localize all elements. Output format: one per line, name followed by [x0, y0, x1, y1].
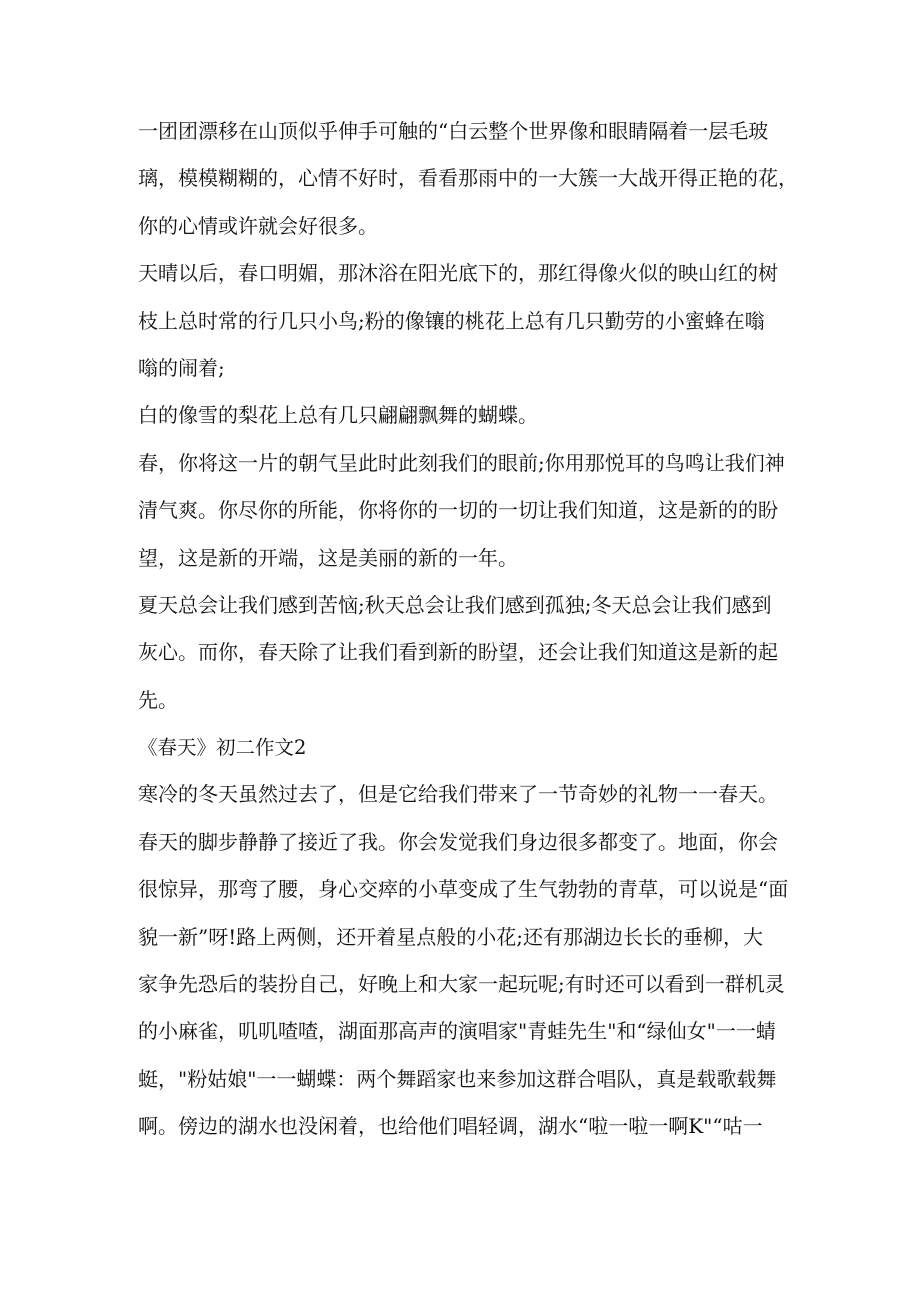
- section-heading: 《春天》初二作文2: [138, 736, 307, 760]
- text-line: 璃，模模糊糊的，心情不好时，看看那雨中的一大簇一大战开得正艳的花，: [138, 166, 798, 191]
- text-line: 啊。傍边的湖水也没闲着，也给他们唱轻调，湖水“啦一啦一啊K"“咕一: [138, 1114, 763, 1139]
- text-line: 的小麻雀，叽叽喳喳，湖面那高声的演唱家"青蛙先生"和“绿仙女"一一蜻: [138, 1019, 776, 1044]
- text-line: 白的像雪的梨花上总有几只翩翩飘舞的蝴蝶。: [138, 403, 538, 428]
- text-line: 嗡的闹着;: [138, 355, 225, 380]
- text-line: 春天的脚步静静了接近了我。你会发觉我们身边很多都变了。地面，你会: [138, 829, 778, 854]
- text-line: 寒冷的冬天虽然过去了，但是它给我们带来了一节奇妙的礼物一一春天。: [138, 782, 778, 807]
- text-line: 你的心情或许就会好很多。: [138, 213, 378, 238]
- text-line: 蜓，"粉姑娘"一一蝴蝶：两个舞蹈家也来参加这群合唱队，真是载歌载舞: [138, 1066, 777, 1091]
- text-line: 貌一新”呀!路上两侧，还开着星点般的小花;还有那湖边长长的垂柳，大: [138, 924, 763, 949]
- text-line: 望，这是新的开端，这是美丽的新的一年。: [138, 545, 518, 570]
- text-line: 清气爽。你尽你的所能，你将你的一切的一切让我们知道，这是新的的盼: [138, 498, 778, 523]
- text-line: 枝上总时常的行几只小鸟;粉的像镶的桃花上总有几只勤劳的小蜜蜂在嗡: [138, 308, 765, 333]
- text-line: 一团团漂移在山顶似乎伸手可触的“白云整个世界像和眼睛隔着一层毛玻: [138, 119, 769, 143]
- text-line: 很惊异，那弯了腰，身心交瘁的小草变成了生气勃勃的青草，可以说是“面: [138, 877, 789, 902]
- text-line: 家争先恐后的装扮自己，好晚上和大家一起玩呢;有时还可以看到一群机灵: [138, 972, 785, 997]
- essay-body: [138, 108, 798, 1151]
- text-line: 先。: [138, 687, 178, 712]
- text-line: 春，你将这一片的朝气呈此时此刻我们的眼前;你用那悦耳的鸟鸣让我们神: [138, 450, 785, 475]
- text-line: 夏天总会让我们感到苦恼;秋天总会让我们感到孤独;冬天总会让我们感到: [138, 592, 772, 617]
- text-line: 天晴以后，春口明媚，那沐浴在阳光底下的，那红得像火似的映山红的树: [138, 261, 778, 286]
- text-line: 灰心。而你，春天除了让我们看到新的盼望，还会让我们知道这是新的起: [138, 640, 778, 665]
